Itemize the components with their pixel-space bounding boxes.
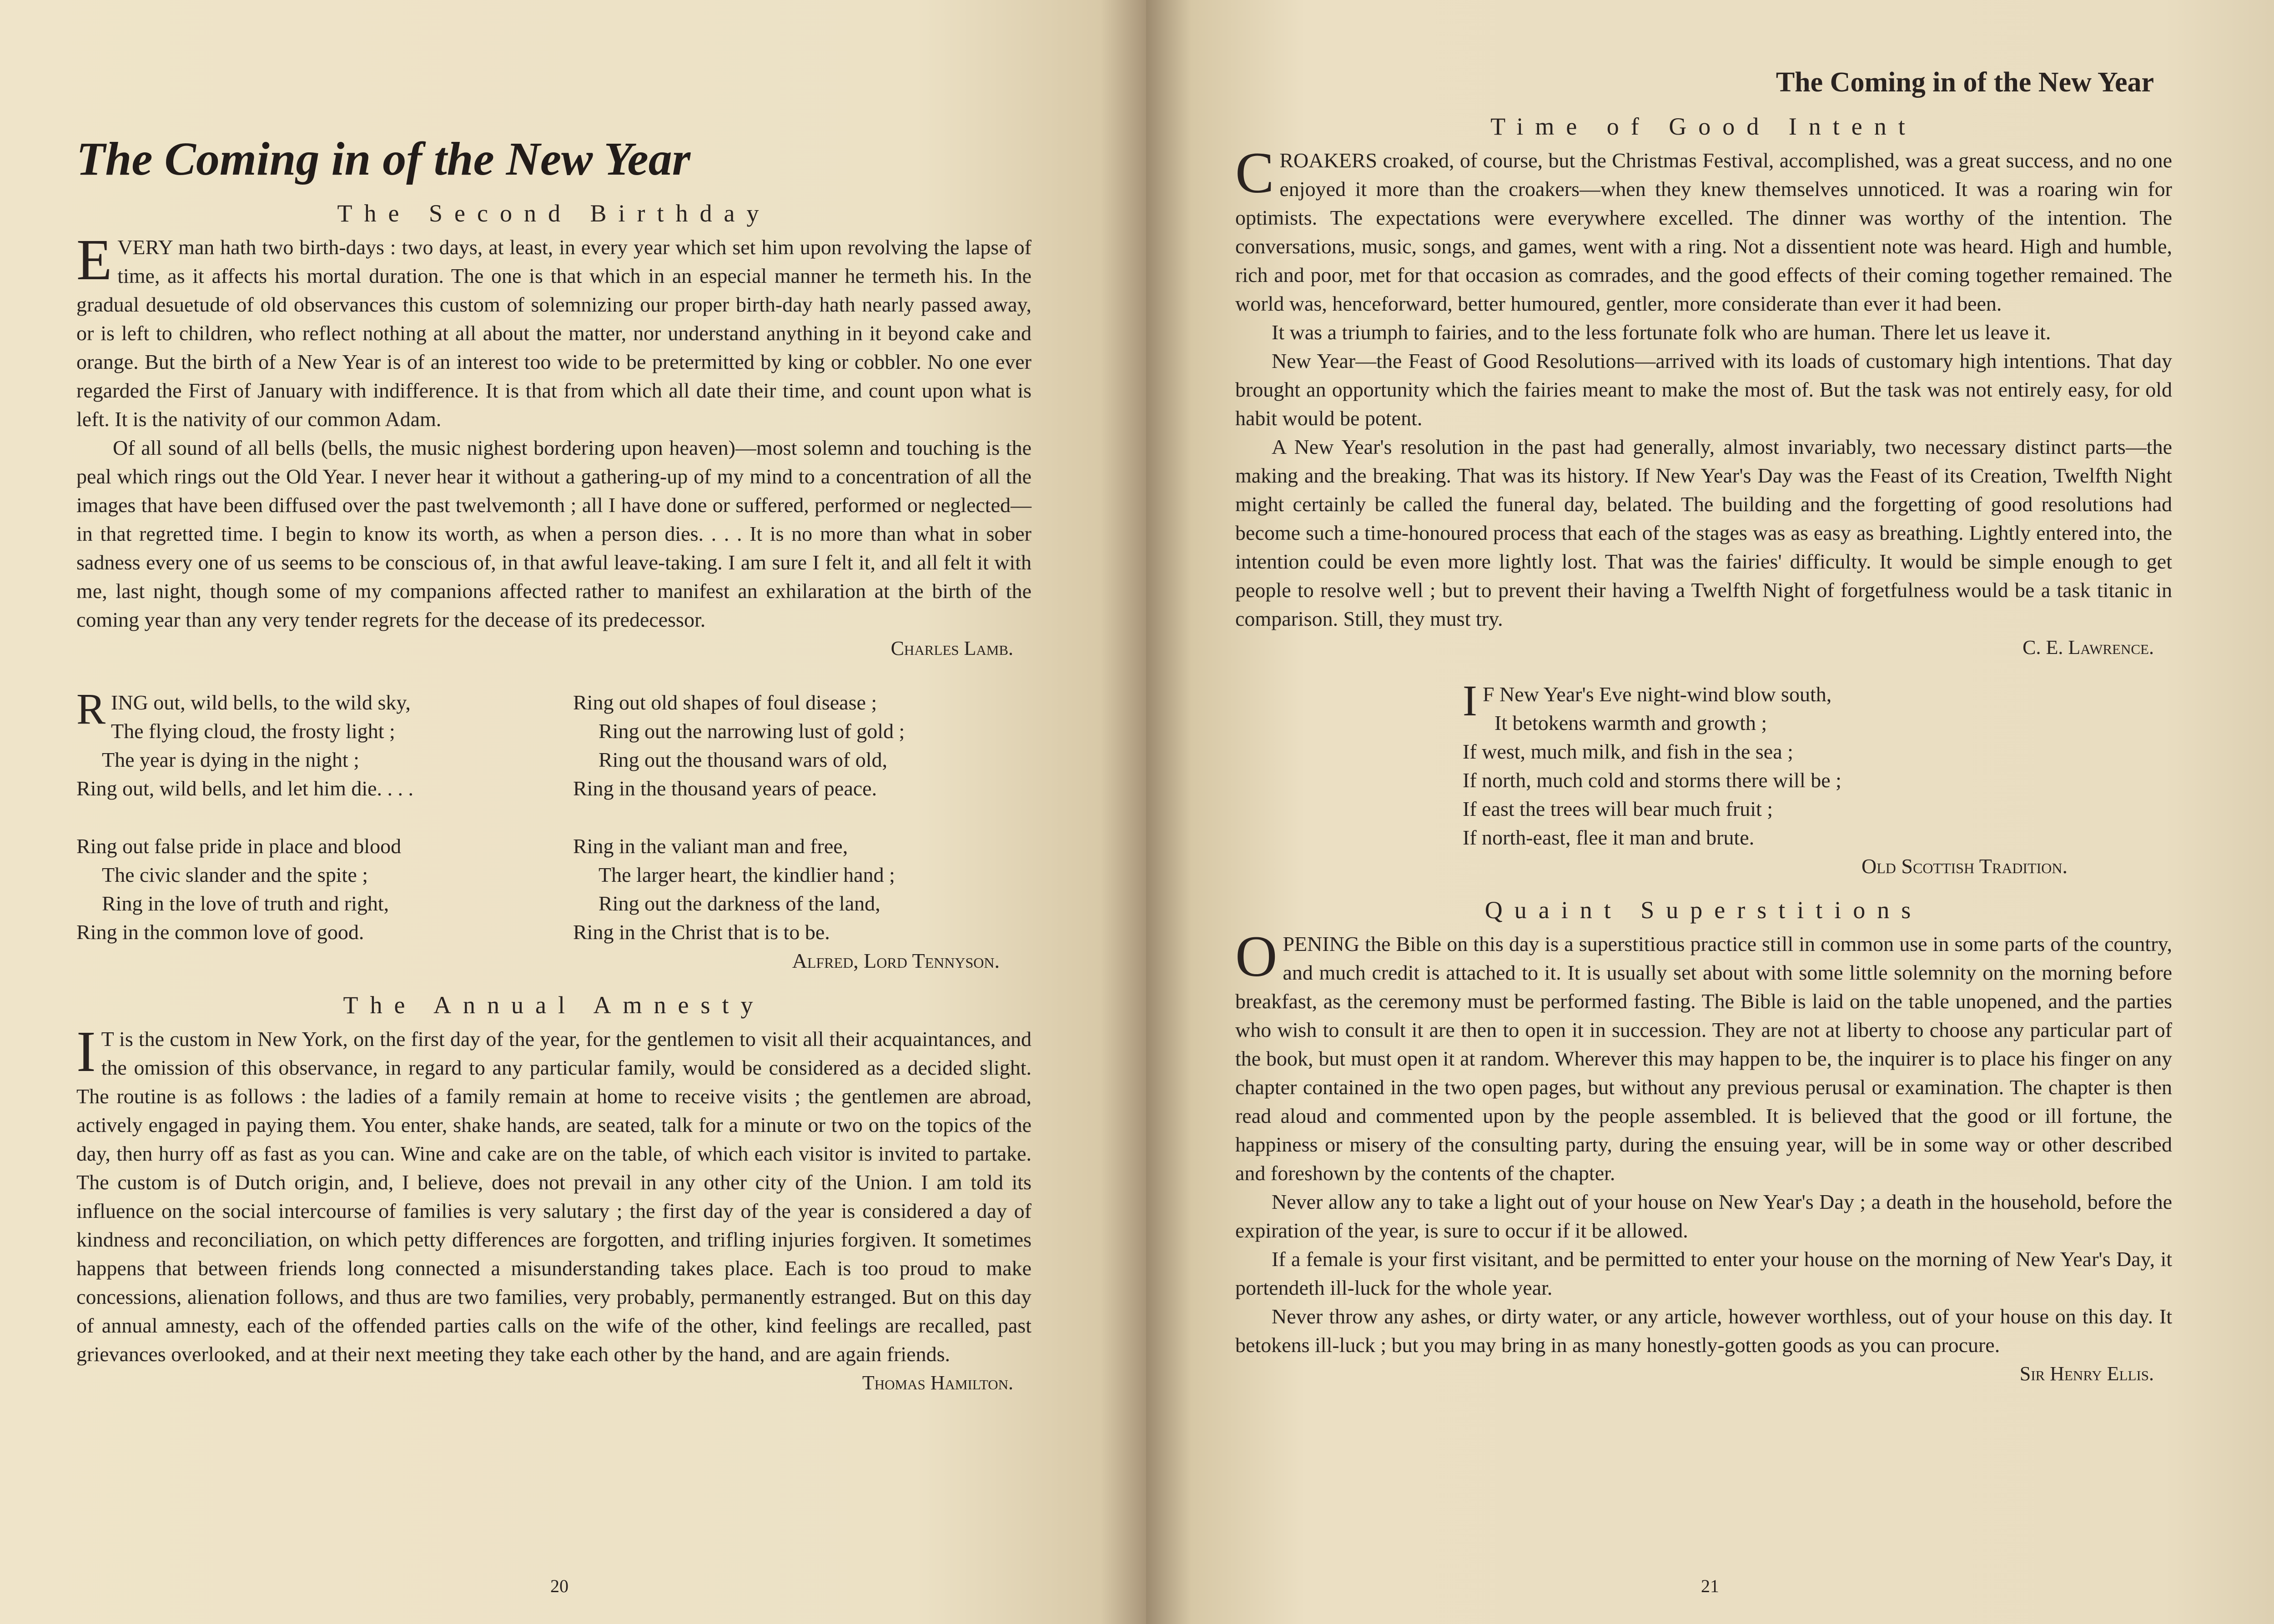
poem-line: The flying cloud, the frosty light ; <box>111 719 395 743</box>
paragraph: If a female is your first visitant, and be permitted to enter your house on the morning of New Year's Day, it portendeth ill-luck for the whole year. <box>1235 1247 2172 1299</box>
poem-line: Ring out old shapes of foul disease ; <box>573 691 877 714</box>
poem-column-left <box>76 684 535 975</box>
drop-cap: R <box>76 684 106 733</box>
section-heading-second-birthday: The Second Birthday <box>337 200 771 227</box>
stanza <box>573 832 1031 975</box>
verse-line: If east the trees will bear much fruit ; <box>1463 797 1773 820</box>
drop-cap: C <box>1235 141 1274 205</box>
page-number: 21 <box>1701 1576 1719 1596</box>
poem-line: Ring in the common love of good. <box>76 920 364 944</box>
paragraph: A New Year's resolution in the past had generally, almost invariably, two necessary distinct parts—the making and the breaking. That was its history. If New Year's Day was the Feast of its Creation, Twelfth Night might certainly be called the funeral day, belated. The building and the forgetting of good resolutions had become such a time-honoured process that each of the stages was as easy as breathing. Lightly entered into, the intention could be even more lightly lost. That was the fairies' difficulty. It would be simple enough to get people to resolve well ; but to prevent their having a Twelfth Night of forgetfulness would be a task titanic in comparison. Still, they must try. <box>1235 435 2172 630</box>
attribution-ellis: Sir Henry Ellis. <box>2019 1363 2154 1385</box>
poem-line: Ring out the darkness of the land, <box>599 892 880 915</box>
poem-line: Ring out, wild bells, and let him die. . . . <box>76 777 414 800</box>
paragraph: OPENING the Bible on this day is a superstitious practice still in common use in some parts of the country, and much credit is attached to it. It is usually set about with some little solemnity on the morning before breakfast, as the ceremony must be performed fasting. The Bible is laid on the table unopened, and the parties who wish to consult it are then to open it in succession. They are not at liberty to choose any particular part of the book, but must open it at random. Wherever this may happen to be, the inquirer is to place his finger on any chapter contained in the two open pages, but without any previous perusal or examination. The chapter is then read aloud and commented upon by the people assembled. It is believed that the good or ill fortune, the happiness or misery of the consulting party, during the ensuing year, will be in some way or other described and foreshown by the contents of the chapter. <box>1235 924 2172 1185</box>
page-title: The Coming in of the New Year <box>76 133 691 185</box>
attribution-scottish-tradition: Old Scottish Tradition. <box>1861 855 2068 878</box>
drop-cap: E <box>76 227 112 292</box>
poem-ring-out-wild-bells <box>76 684 1031 975</box>
poem-line: Ring in the Christ that is to be. <box>573 920 830 944</box>
attribution-lawrence: C. E. Lawrence. <box>2022 636 2154 659</box>
poem-line: RING out, wild bells, to the wild sky, <box>76 684 411 733</box>
poem-line: Ring out the thousand wars of old, <box>599 748 887 771</box>
paragraph: Never throw any ashes, or dirty water, or any article, however worthless, out of your house on this day. It betokens ill-luck ; but you may bring in as many honestly-gotten goods as you can procure. <box>1235 1305 2172 1357</box>
paragraph: I T is the custom in New York, on the first day of the year, for the gentlemen to visit all their acquaintances, and the omission of this observance, in regard to any particular family, would be considered as a decided slight. The routine is as follows : the ladies of a family remain at home to receive visits ; the gentlemen are abroad, actively engaged in paying them. You enter, shake hands, are seated, talk for a minute or two on the topics of the day, then hurry off as fast as you can. Wine and cake are on the table, of which each visitor is invited to partake. The custom is of Dutch origin, and, I believe, does not prevail in any other city of the Union. I am told its influence on the social intercourse of families is very salutary ; the first day of the year is considered a day of kindness and reconciliation, on which petty differences are forgotten, and trifling injuries forgiven. It sometimes happens that between friends long connected a misunderstanding takes place. Each is too proud to make concessions, alienation follows, and thus are two families, very probably, permanently estranged. But on this day of annual amnesty, each of the offended parties calls on the wife of the other, kind feelings are recalled, past grievances overlooked, and at their next meeting they take each other by the hand, and are again friends. <box>76 1019 1031 1366</box>
poem-line: The year is dying in the night ; <box>102 748 359 771</box>
verse-line: It betokens warmth and growth ; <box>1494 711 1767 734</box>
drop-cap: I <box>1463 676 1477 725</box>
poem-line: Ring out false pride in place and blood <box>76 835 402 858</box>
right-page <box>1146 0 2274 1624</box>
paragraph: EVERY man hath two birth-days : two days, at least, in every year which set him upon revolving the lapse of time, as it affects his mortal duration. The one is that which in an especial manner he termeth his. In the gradual desuetude of old observances this custom of solemnizing our proper birth-day hath nearly passed away, or is left to children, who reflect nothing at all about the matter, nor understand anything in it beyond cake and orange. But the birth of a New Year is of an interest too wide to be pretermitted by king or cobbler. No one ever regarded the First of January with indifference. It is that from which all date their time, and count upon what is left. It is the nativity of our common Adam. <box>76 227 1031 431</box>
attribution-lamb: Charles Lamb. <box>890 637 1013 659</box>
section-heading-time-of-good-intent: Time of Good Intent <box>1490 113 1917 140</box>
left-page-content <box>76 132 1031 1397</box>
drop-cap: I <box>76 1019 96 1084</box>
poem-line: Ring in the thousand years of peace. <box>573 777 877 800</box>
paragraph: New Year—the Feast of Good Resolutions—arrived with its loads of customary high intentions. That day brought an opportunity which the fairies meant to make the most of. But the task was not entirely easy, for old habit would be potent. <box>1235 349 2172 430</box>
stanza <box>76 684 535 803</box>
attribution-tennyson: Alfred, Lord Tennyson. <box>792 949 1000 972</box>
verse-line: I F New Year's Eve night-wind blow south, <box>1463 676 1832 725</box>
section-heading-annual-amnesty: The Annual Amnesty <box>343 991 765 1019</box>
stanza <box>573 688 1031 803</box>
poem-column-right <box>573 688 1031 975</box>
running-head: The Coming in of the New Year <box>1776 67 2154 98</box>
paragraph: Of all sound of all bells (bells, the music nighest bordering upon heaven)—most solemn and touching is the peal which rings out the Old Year. I never hear it without a gathering-up of my mind to a concentration of all the images that have been diffused over the past twelvemonth ; all I have done or suffered, performed or neglected—in that regretted time. I begin to know its worth, as when a person dies. . . . It is no more than what in sober sadness every one of us seems to be conscious of, in that awful leave-taking. I am sure I felt it, and all felt it with me, last night, though some of my companions affected rather to manifest an exhilaration at the birth of the coming year than any very tender regrets for the decease of its predecessor. <box>76 436 1031 631</box>
verse-line: If west, much milk, and fish in the sea ; <box>1463 740 1793 763</box>
poem-line: Ring out the narrowing lust of gold ; <box>599 719 905 743</box>
paragraph: CROAKERS croaked, of course, but the Christmas Festival, accomplished, was a great success, and no one enjoyed it more than the croakers—when they knew themselves unnoticed. It was a roaring win for optimists. The expectations were everywhere excelled. The dinner was worthy of the intention. The conversations, music, songs, and games, went with a ring. Not a dissentient note was heard. High and humble, rich and poor, met for that occasion as comrades, and the good effects of their coming together remained. The world was, henceforward, better humoured, gentler, more considerate than ever it had been. <box>1235 141 2172 315</box>
verse-line: If north-east, flee it man and brute. <box>1463 826 1755 849</box>
attribution-hamilton: Thomas Hamilton. <box>862 1372 1013 1394</box>
stanza <box>76 832 535 946</box>
poem-line: Ring in the love of truth and right, <box>102 892 389 915</box>
right-page-content <box>1235 68 2172 1388</box>
poem-line: Ring in the valiant man and free, <box>573 835 848 858</box>
paragraph: It was a triumph to fairies, and to the less fortunate folk who are human. There let us leave it. <box>1272 321 2051 344</box>
page-number: 20 <box>550 1576 568 1596</box>
verse-new-years-eve <box>1463 676 2099 880</box>
poem-line: The larger heart, the kindlier hand ; <box>599 863 895 886</box>
paragraph: Never allow any to take a light out of your house on New Year's Day ; a death in the household, before the expiration of the year, is sure to occur if it be allowed. <box>1235 1190 2172 1242</box>
verse-line: If north, much cold and storms there will be ; <box>1463 769 1841 792</box>
section-heading-quaint-superstitions: Quaint Superstitions <box>1484 896 1923 924</box>
poem-line: The civic slander and the spite ; <box>102 863 368 886</box>
drop-cap: O <box>1235 924 1278 989</box>
